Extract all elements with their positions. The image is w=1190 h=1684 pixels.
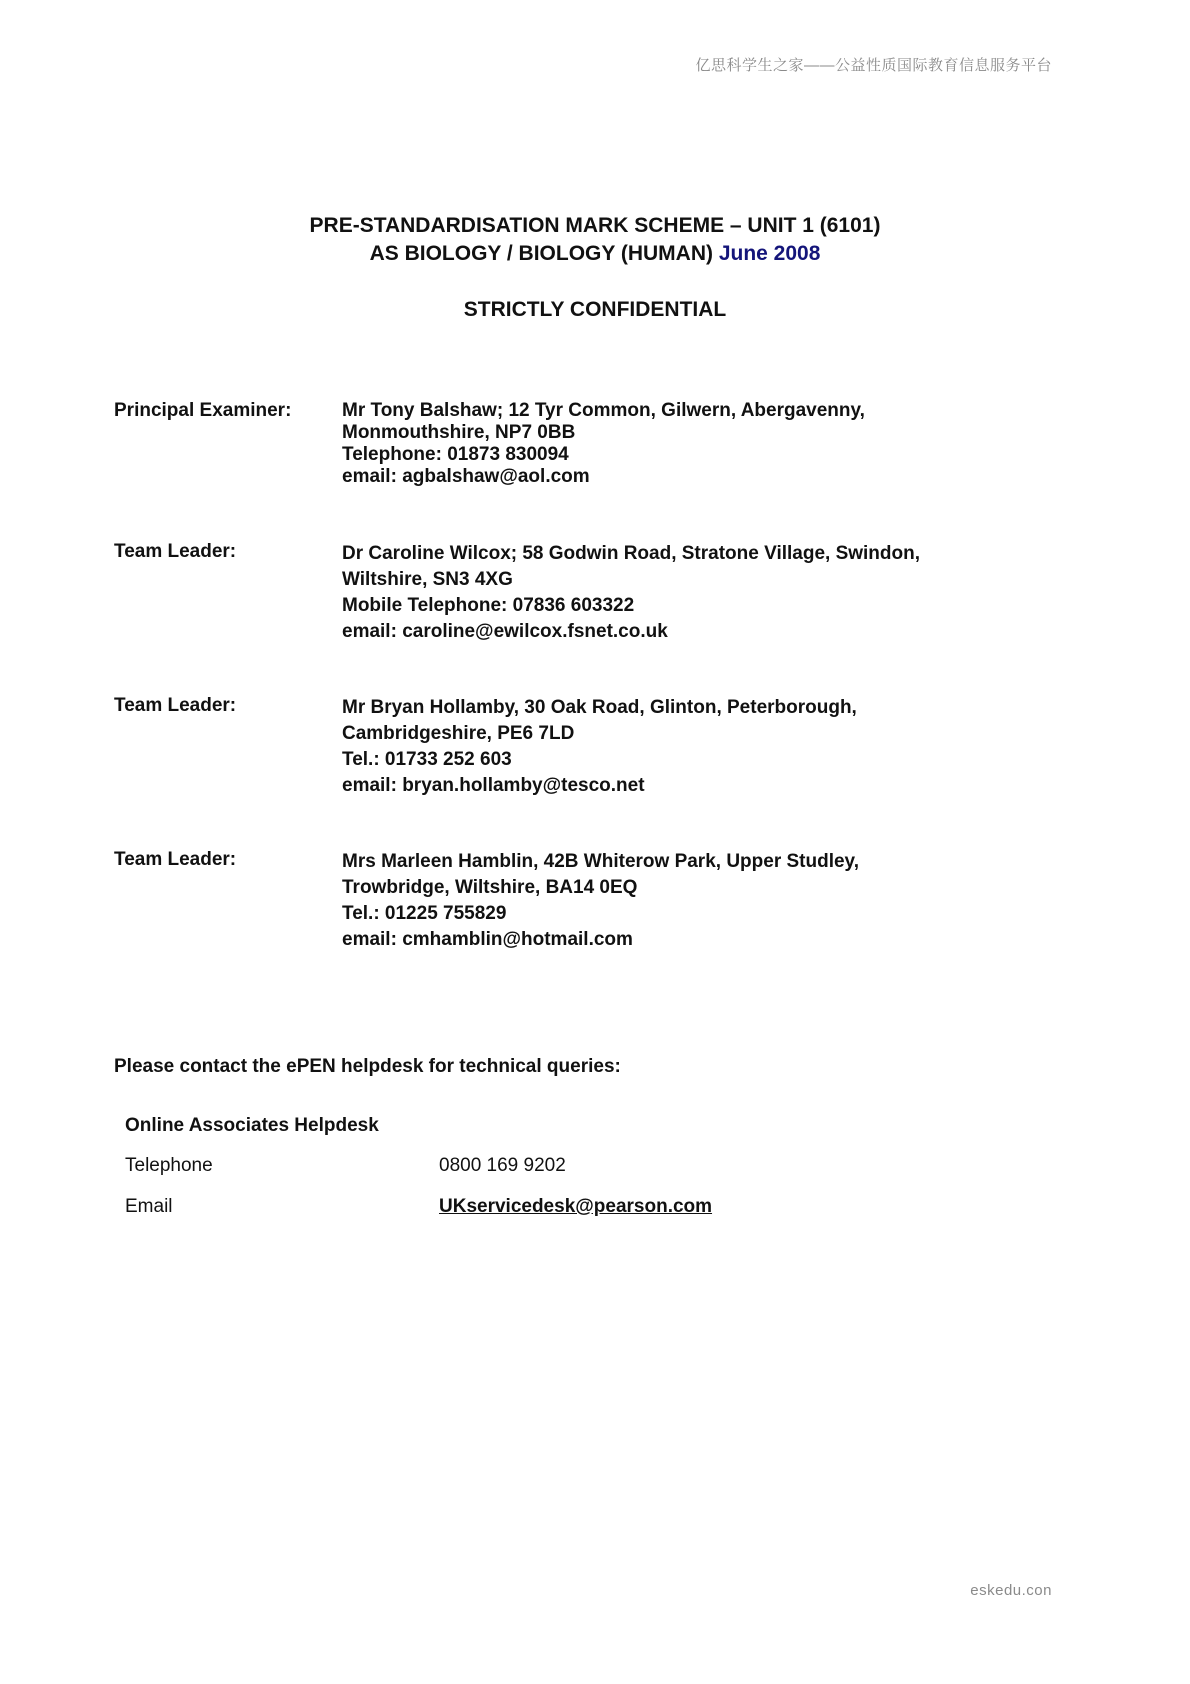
contact-email: email: cmhamblin@hotmail.com: [342, 929, 633, 950]
footer-watermark: eskedu.con: [970, 1582, 1052, 1599]
contact-details: [342, 695, 1082, 799]
contact-address-line: Cambridgeshire, PE6 7LD: [342, 723, 575, 744]
contact-email: email: caroline@ewilcox.fsnet.co.uk: [342, 621, 668, 642]
document-subtitle: [0, 240, 1190, 268]
telephone-value: 0800 169 9202: [439, 1155, 566, 1176]
contact-telephone: Tel.: 01225 755829: [342, 903, 507, 924]
helpdesk-email-link[interactable]: UKservicedesk@pearson.com: [439, 1196, 713, 1217]
contact-email: email: agbalshaw@aol.com: [342, 466, 590, 487]
contact-role: Principal Examiner:: [114, 400, 292, 421]
document-title: PRE-STANDARDISATION MARK SCHEME – UNIT 1 (6101): [309, 214, 881, 237]
subject-name: AS BIOLOGY / BIOLOGY (HUMAN): [369, 242, 713, 265]
contact-telephone: Telephone: 01873 830094: [342, 444, 569, 465]
contact-address-line: Mrs Marleen Hamblin, 42B Whiterow Park, Upper Studley,: [342, 851, 859, 872]
contact-telephone: Tel.: 01733 252 603: [342, 749, 512, 770]
contact-address-line: Mr Tony Balshaw; 12 Tyr Common, Gilwern, Abergavenny,: [342, 400, 865, 421]
contact-details: [342, 849, 1082, 953]
confidential-notice: STRICTLY CONFIDENTIAL: [463, 298, 727, 321]
contact-address-line: Mr Bryan Hollamby, 30 Oak Road, Glinton, Peterborough,: [342, 697, 857, 718]
document-title-block: [0, 212, 1190, 324]
contact-address-line: Trowbridge, Wiltshire, BA14 0EQ: [342, 877, 638, 898]
contact-details: [342, 541, 1082, 645]
contact-address-line: Wiltshire, SN3 4XG: [342, 569, 513, 590]
contact-address-line: Dr Caroline Wilcox; 58 Godwin Road, Stratone Village, Swindon,: [342, 543, 921, 564]
contact-address-line: Monmouthshire, NP7 0BB: [342, 422, 576, 443]
helpdesk-title: Online Associates Helpdesk: [125, 1115, 379, 1136]
exam-session: June 2008: [718, 242, 821, 265]
contact-email: email: bryan.hollamby@tesco.net: [342, 775, 645, 796]
helpdesk-intro: Please contact the ePEN helpdesk for technical queries:: [114, 1056, 621, 1077]
contact-telephone: Mobile Telephone: 07836 603322: [342, 595, 635, 616]
contact-role: Team Leader:: [114, 541, 237, 562]
email-label: Email: [125, 1196, 173, 1217]
header-watermark: 亿思科学生之家——公益性质国际教育信息服务平台: [695, 57, 1052, 74]
telephone-label: Telephone: [125, 1155, 213, 1176]
contact-details: [342, 400, 1082, 488]
contact-role: Team Leader:: [114, 849, 237, 870]
contact-role: Team Leader:: [114, 695, 237, 716]
